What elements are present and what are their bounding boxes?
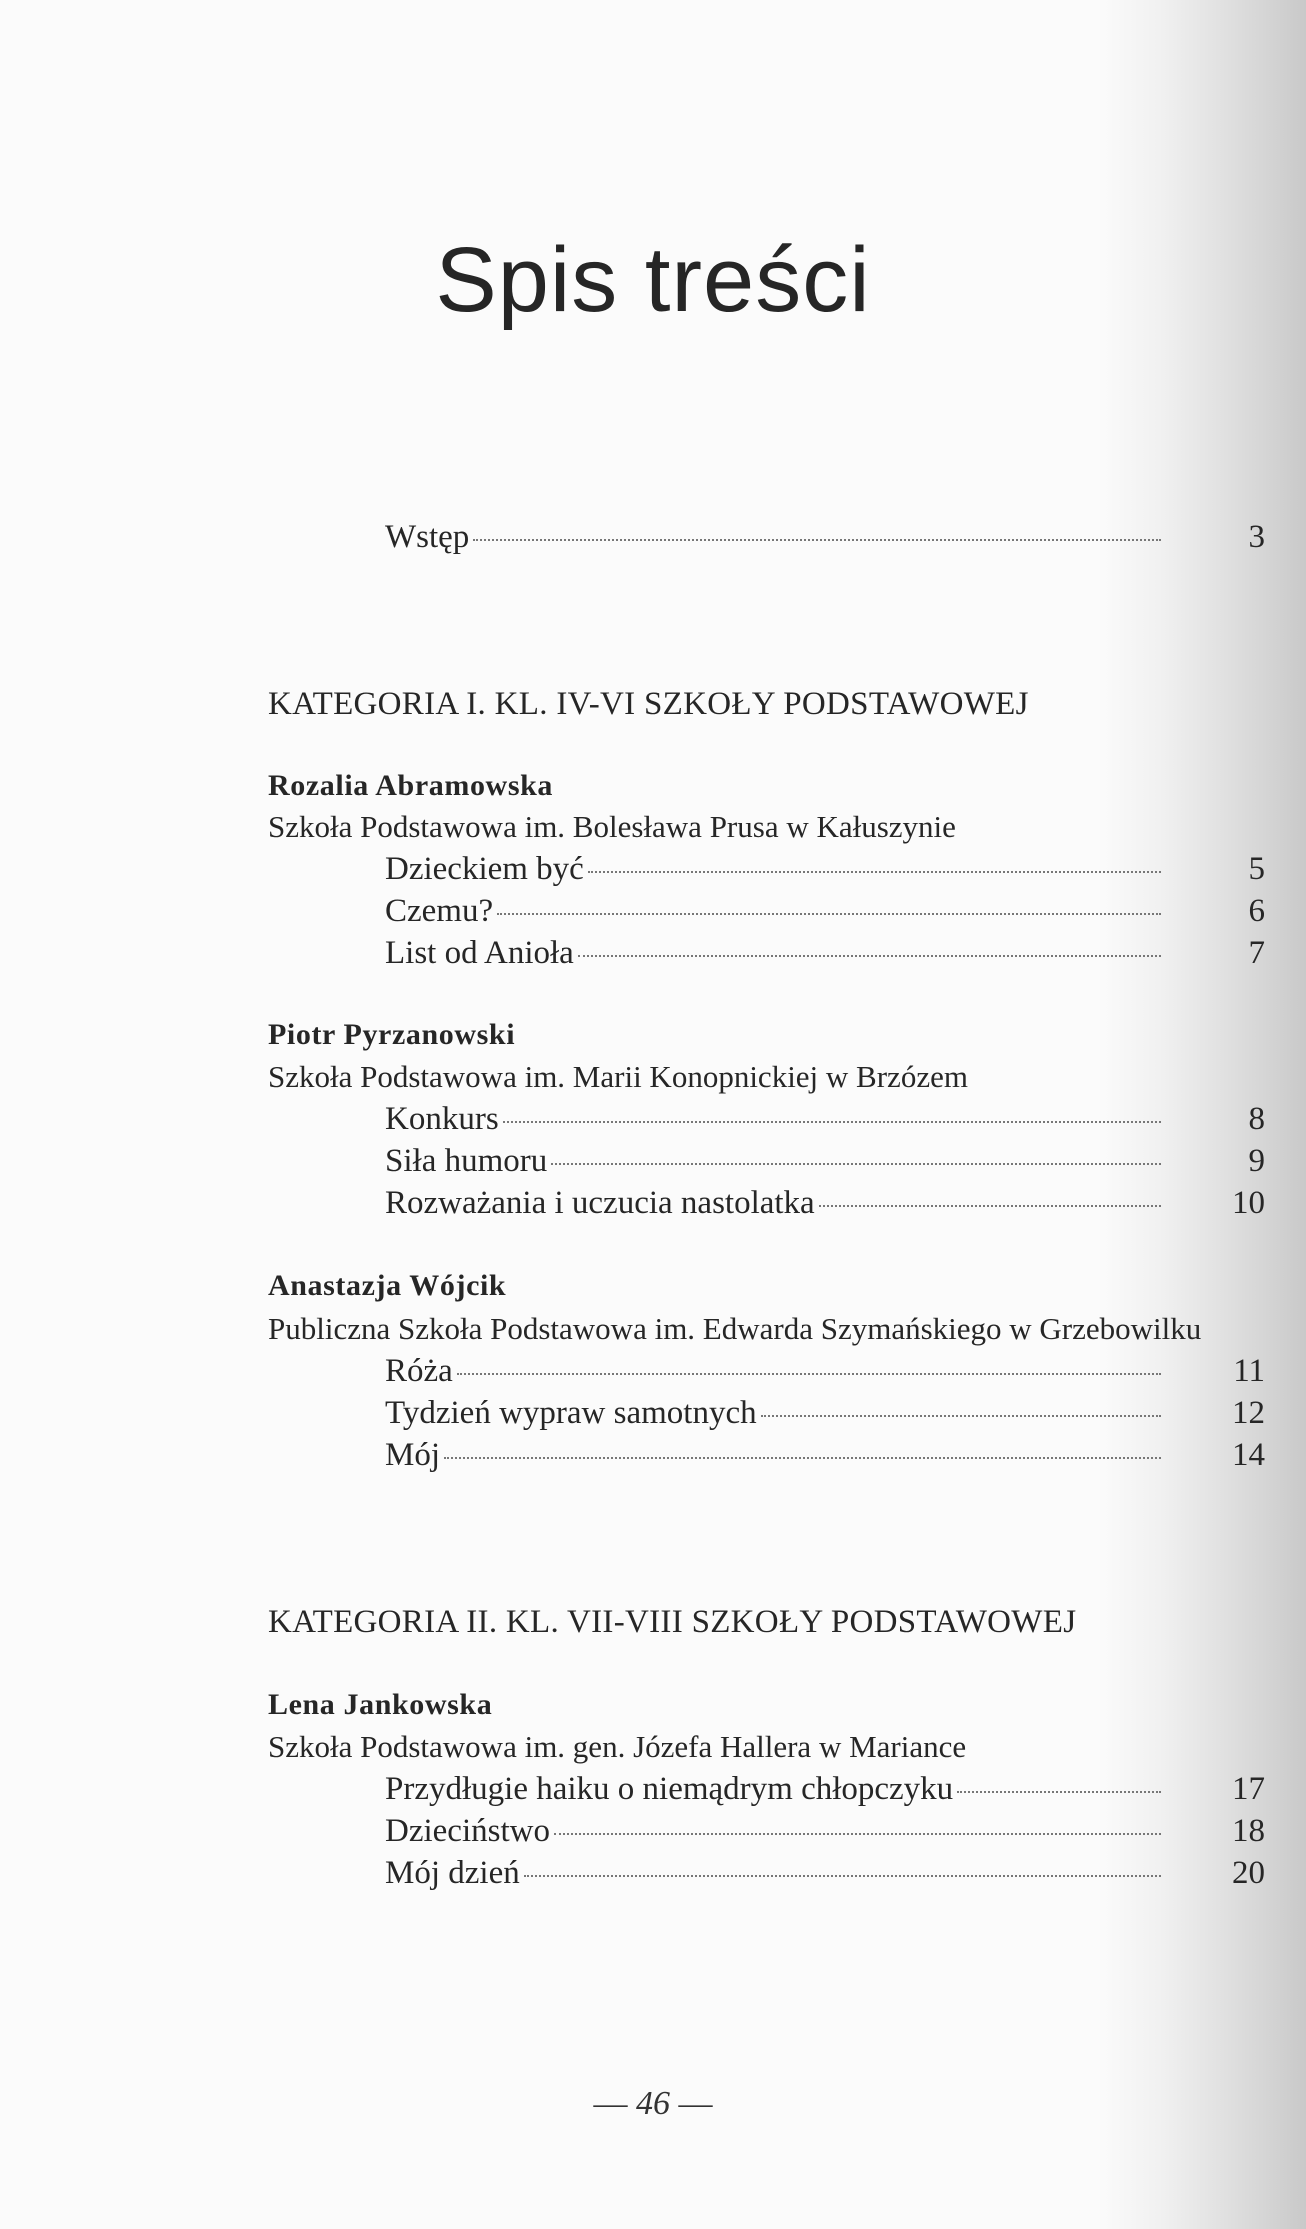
- toc-entry[interactable]: [385, 1097, 1165, 1141]
- toc-entry[interactable]: [385, 1767, 1165, 1811]
- toc-page-number: 11: [1233, 1353, 1265, 1389]
- toc-entry[interactable]: [385, 889, 1165, 933]
- toc-entry-label: Mój dzień: [385, 1855, 520, 1891]
- toc-page-number: 12: [1232, 1395, 1265, 1431]
- toc-entry[interactable]: [385, 1433, 1165, 1477]
- author-school: Szkoła Podstawowa im. Marii Konopnickiej w Brzózem: [268, 1059, 968, 1094]
- toc-page-number: 7: [1248, 935, 1265, 971]
- toc-entry-label: List od Anioła: [385, 935, 574, 971]
- toc-page-number: 18: [1232, 1813, 1265, 1849]
- toc-entry-label: Czemu?: [385, 893, 494, 929]
- footer-dash-left: —: [593, 2085, 628, 2122]
- footer-dash-right: —: [678, 2085, 713, 2122]
- toc-entry-intro[interactable]: [385, 515, 1165, 559]
- toc-page-number: 17: [1232, 1771, 1265, 1807]
- author-school: Szkoła Podstawowa im. gen. Józefa Hallera w Mariance: [268, 1729, 967, 1764]
- toc-page-number: 8: [1248, 1101, 1265, 1137]
- dot-leader: [444, 1457, 1161, 1459]
- toc-entry[interactable]: [385, 1139, 1165, 1183]
- toc-entry-label: Przydługie haiku o niemądrym chłopczyku: [385, 1771, 954, 1807]
- dot-leader: [957, 1791, 1161, 1793]
- toc-entry-label: Rozważania i uczucia nastolatka: [385, 1185, 815, 1221]
- author-name: Lena Jankowska: [268, 1688, 493, 1721]
- page-footer: [0, 2082, 1306, 2126]
- author-name: Rozalia Abramowska: [268, 769, 553, 802]
- toc-entry-label: Wstęp: [385, 519, 470, 555]
- dot-leader: [588, 871, 1161, 873]
- toc-page-number: 10: [1232, 1185, 1265, 1221]
- toc-entry[interactable]: [385, 1181, 1165, 1225]
- toc-entry[interactable]: [385, 931, 1165, 975]
- category-heading: KATEGORIA II. KL. VII-VIII SZKOŁY PODSTAWOWEJ: [268, 1604, 1077, 1640]
- author-name: Piotr Pyrzanowski: [268, 1018, 516, 1051]
- author-school: Publiczna Szkoła Podstawowa im. Edwarda Szymańskiego w Grzebowilku: [268, 1311, 1202, 1346]
- dot-leader: [819, 1205, 1161, 1207]
- toc-entry-label: Dzieciństwo: [385, 1813, 550, 1849]
- toc-entry[interactable]: [385, 1851, 1165, 1895]
- dot-leader: [473, 539, 1161, 541]
- toc-entry-label: Róża: [385, 1353, 453, 1389]
- author-school: Szkoła Podstawowa im. Bolesława Prusa w Kałuszynie: [268, 809, 956, 844]
- dot-leader: [578, 955, 1161, 957]
- dot-leader: [497, 913, 1161, 915]
- dot-leader: [761, 1415, 1161, 1417]
- toc-page-number: 5: [1248, 851, 1265, 887]
- category-heading: KATEGORIA I. KL. IV-VI SZKOŁY PODSTAWOWEJ: [268, 686, 1029, 722]
- toc-page-number: 20: [1232, 1855, 1265, 1891]
- toc-entry[interactable]: [385, 1349, 1165, 1393]
- dot-leader: [551, 1163, 1161, 1165]
- toc-entry-label: Mój: [385, 1437, 441, 1473]
- dot-leader: [524, 1875, 1161, 1877]
- toc-entry-label: Dzieckiem być: [385, 851, 584, 887]
- toc-entry-label: Siła humoru: [385, 1143, 548, 1179]
- toc-entry-label: Tydzień wypraw samotnych: [385, 1395, 757, 1431]
- toc-page-number: 3: [1248, 519, 1265, 555]
- toc-entry[interactable]: [385, 1391, 1165, 1435]
- footer-page-number: 46: [636, 2085, 670, 2122]
- page-title: Spis treści: [435, 229, 871, 331]
- dot-leader: [503, 1121, 1161, 1123]
- toc-page-number: 9: [1248, 1143, 1265, 1179]
- toc-page-number: 6: [1248, 893, 1265, 929]
- dot-leader: [554, 1833, 1161, 1835]
- toc-entry[interactable]: [385, 847, 1165, 891]
- author-name: Anastazja Wójcik: [268, 1269, 507, 1302]
- dot-leader: [457, 1373, 1161, 1375]
- toc-entry-label: Konkurs: [385, 1101, 499, 1137]
- toc-page-number: 14: [1232, 1437, 1265, 1473]
- toc-entry[interactable]: [385, 1809, 1165, 1853]
